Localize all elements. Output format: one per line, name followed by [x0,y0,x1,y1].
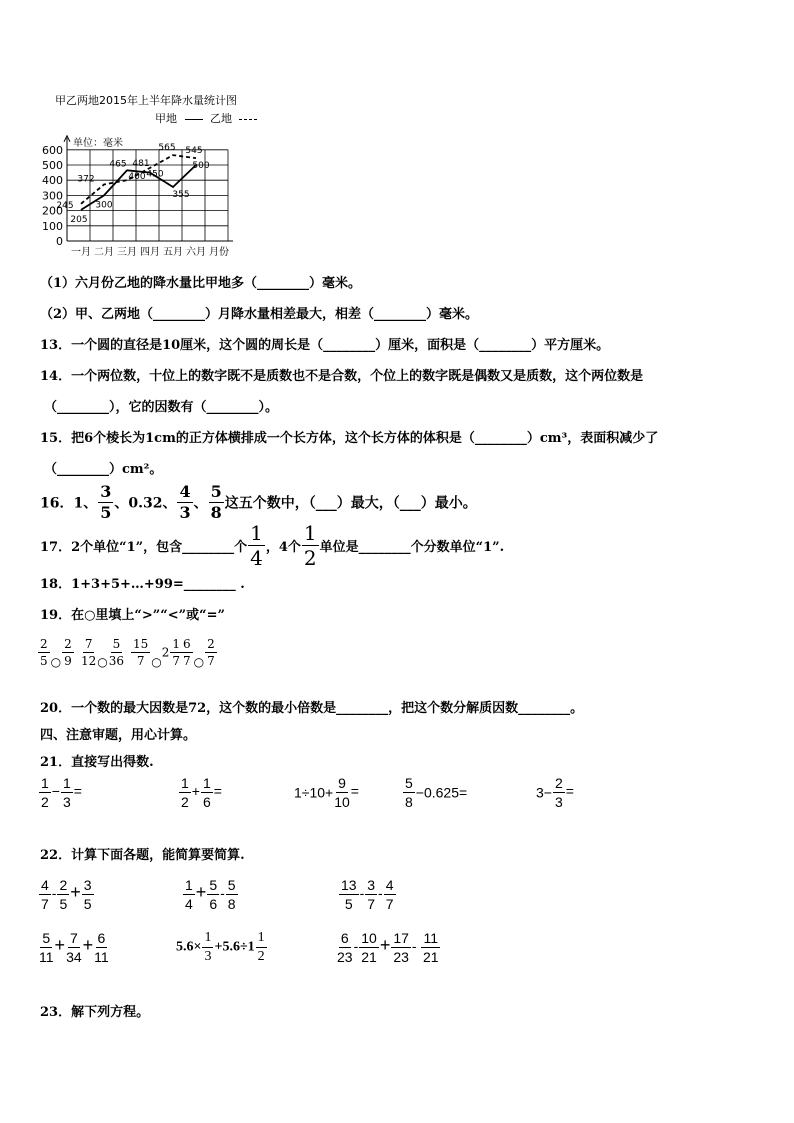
q16 [40,484,477,521]
compare-circle[interactable]: ○ [151,655,162,669]
y-tick-label: 500 [42,159,63,172]
q19-pair-2: $\frac{7}{12}$ ○ $\frac{5}{36}$ [81,637,125,669]
q19: 19．在○里填上“>”“<”或“=” [40,608,225,623]
chart-title: 甲乙两地2015年上半年降水量统计图 [55,94,237,107]
y-tick-label: 100 [42,219,63,233]
q16-frac3: $\frac{5}{8}$ [210,482,222,522]
q22-title: 22．计算下面各题，能简算要简算. [40,848,245,863]
q15-line1: 15．把6个棱长为1cm的正方体横排成一个长方体，这个长方体的体积是（________）cm³，表面积减少了 [40,431,659,446]
q16-num: 16． [40,495,74,512]
legend-label-a: 甲地 [155,112,177,125]
x-tick-label: 二月 [94,247,114,257]
q18: 18．1+3+5+…+99=________ . [40,577,245,592]
q13: 13．一个圆的直径是10厘米，这个圆的周长是（________）厘米，面积是（________）平方厘米。 [40,338,610,353]
data-label: 565 [158,143,176,154]
q14-line1: 14．一个两位数，十位上的数字既不是质数也不是合数，个位上的数字既是偶数又是质数，这个两位数是 [40,369,644,384]
y-tick-label: 300 [42,189,63,203]
data-label: 450 [146,169,164,180]
q14-line2: （________），它的因数有（________）。 [44,400,279,415]
q17-frac1: $\frac{1}{4}$ [250,521,263,570]
q22-expr-2: $\frac{1}{4}$ + $\frac{5}{6}$ - $\frac{5}{8}$ [185,877,236,912]
q21-expr-4: $\frac{5}{8}$ −0.625= [405,775,468,810]
x-tick-label: 四月 [140,247,160,257]
y-tick-label: 600 [42,143,63,157]
data-label: 355 [172,190,190,201]
q16-frac1: $\frac{3}{5}$ [100,482,112,522]
q16-frac2: $\frac{4}{3}$ [179,482,191,522]
section-4-title: 四、注意审题，用心计算。 [40,728,197,743]
q22-expr-1: $\frac{4}{7}$ - $\frac{2}{5}$ + $\frac{3}{5}$ [41,877,92,912]
compare-circle[interactable]: ○ [97,655,108,669]
y-tick-label: 200 [42,204,63,218]
data-label: 481 [132,158,150,169]
x-axis-label: 月份 [209,247,229,257]
data-label: 500 [192,161,210,171]
q21-expr-3: 1÷10+ $\frac{9}{10}$ = [294,775,359,810]
q16-p2: 、0.32、 [114,495,177,512]
q21-expr-2: $\frac{1}{2}$ + $\frac{1}{6}$ = [181,775,222,810]
q22-expr-5: 5.6× $\frac{1}{3}$ +5.6÷1 $\frac{1}{2}$ [176,930,265,964]
y-tick-label: 0 [56,235,63,248]
data-label: 400 [128,172,146,183]
data-label: 245 [56,200,74,211]
whole-number: 2 [161,645,170,660]
x-tick-label: 五月 [163,247,183,257]
q21-expr-5: 3− $\frac{2}{3}$ = [536,775,574,810]
q16-p4: 这五个数中，（___）最大，（___）最小。 [224,495,477,512]
data-label: 300 [95,200,113,211]
x-tick-label: 三月 [117,247,137,257]
q22-expr-6: $\frac{6}{23}$ - $\frac{10}{21}$ + $\frac{17}{23}$ - $\frac{11}{21}$ [337,930,439,965]
q12-sub2: （2）甲、乙两地（________）月降水量相差最大，相差（________）毫米。 [40,307,479,322]
q20: 20．一个数的最大因数是72，这个数的最小倍数是________，把这个数分解质因数________。 [40,701,584,716]
q17-p1: 17．2个单位“1”，包含________个 [40,540,248,555]
x-tick-label: 一月 [71,247,91,257]
legend-label-b: 乙地 [210,112,232,125]
compare-circle[interactable]: ○ [193,655,205,669]
q19-pair-1: $\frac{2}{5}$ ○ $\frac{2}{9}$ [40,637,72,669]
q12-sub1: （1）六月份乙地的降水量比甲地多（________）毫米。 [40,276,362,291]
q21-expr-1: $\frac{1}{2}$ − $\frac{1}{3}$ = [41,775,82,810]
q19-pair-4: $\frac{6}{7}$ ○ $\frac{2}{7}$ [183,637,215,669]
x-tick-label: 六月 [186,247,206,257]
q21-title: 21．直接写出得数. [40,755,154,770]
q22-expr-4: $\frac{5}{11}$ + $\frac{7}{34}$ + $\frac{6}{11}$ [39,930,109,965]
q17-p3: 单位是________个分数单位“1”. [319,540,505,555]
legend-line-solid [185,119,203,120]
compare-circle[interactable]: ○ [50,655,62,669]
line-chart [20,122,270,257]
data-label: 205 [70,214,88,225]
q16-p1: 1、 [73,495,98,512]
data-label: 372 [77,174,95,185]
q17-frac2: $\frac{1}{2}$ [303,521,317,570]
legend-line-dashed [239,119,257,120]
q17 [40,523,504,568]
q15-line2: （________）cm²。 [44,462,163,477]
data-label: 545 [185,146,203,157]
y-axis-unit: 单位：毫米 [73,137,123,149]
data-label: 465 [109,159,127,170]
y-tick-label: 400 [42,174,63,188]
q23: 23．解下列方程。 [40,1005,150,1020]
q17-p2: ，4个 [265,540,301,555]
q19-pair-3: $\frac{15}{7}$ ○2 $\frac{1}{7}$ [133,637,181,669]
q22-expr-3: $\frac{13}{5}$ - $\frac{3}{7}$ - $\frac{4}{7}$ [341,877,394,912]
q16-p3: 、 [193,495,208,512]
